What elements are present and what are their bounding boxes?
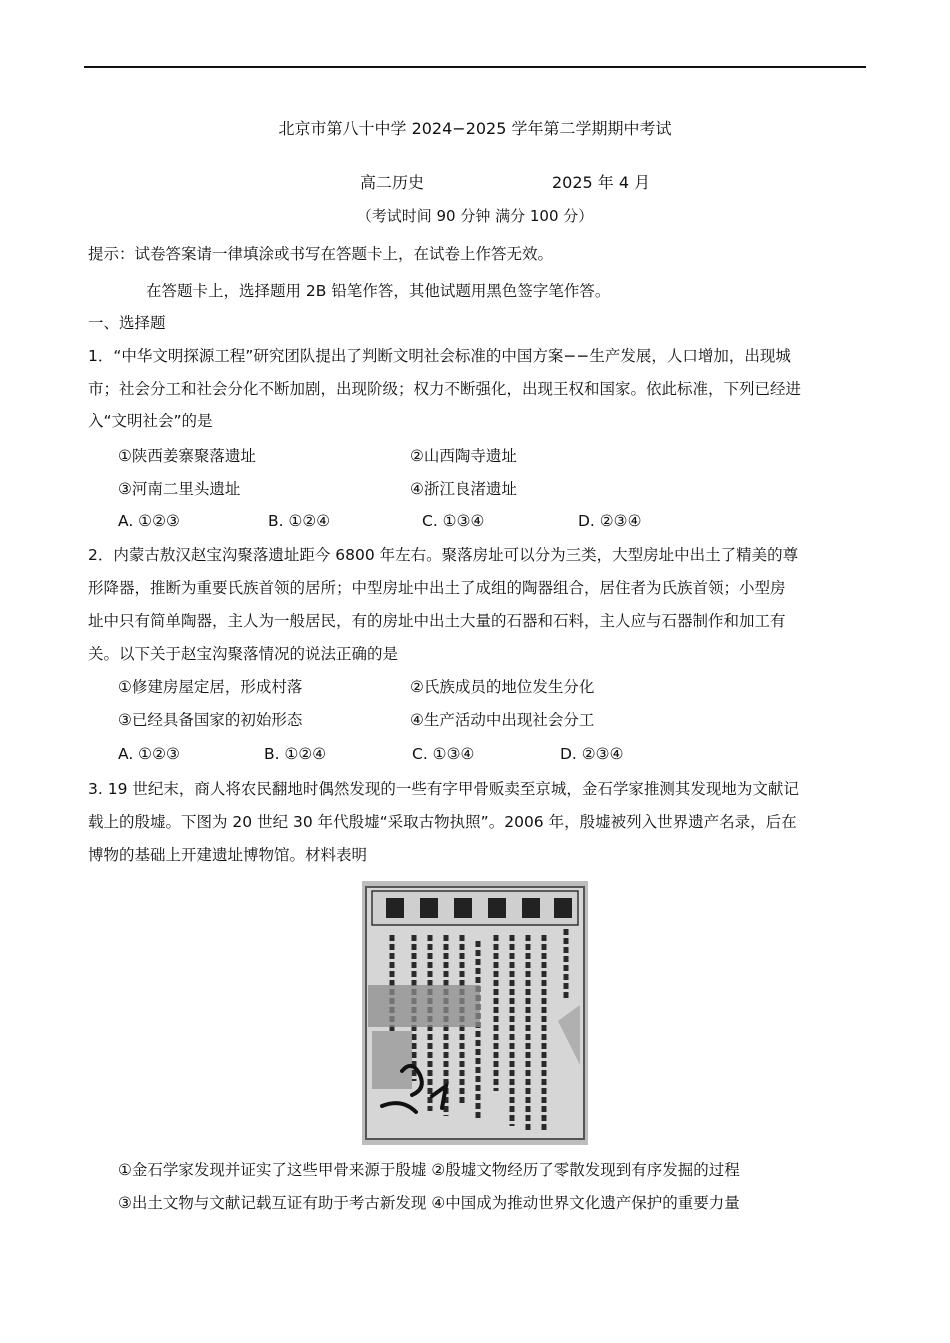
q1-choice-b: B. ①②④ (268, 512, 331, 530)
q3-line: 载上的殷墟。下图为 20 世纪 30 年代殷墟“采取古物执照”。2006 年，殷墟被列入世界遗产名录，后在 (88, 813, 797, 831)
q1-line: 入“文明社会”的是 (88, 412, 213, 430)
q1-item: ③河南二里头遗址 (118, 480, 241, 498)
q2-choice-d: D. ②③④ (560, 745, 624, 763)
exam-subject: 高二历史 (360, 173, 425, 192)
q3-item: ③出土文物与文献记载互证有助于考古新发现 ④中国成为推动世界文化遗产保护的重要力量 (118, 1194, 740, 1212)
q2-item: ①修建房屋定居，形成村落 (118, 678, 303, 696)
exam-date: 2025 年 4 月 (552, 173, 651, 192)
q2-line: 2．内蒙古敖汉赵宝沟聚落遗址距今 6800 年左右。聚落房址可以分为三类，大型房址中出土了精美的尊 (88, 546, 799, 564)
q2-item: ②氏族成员的地位发生分化 (410, 678, 595, 696)
exam-time-note: （考试时间 90 分钟 满分 100 分） (356, 207, 594, 225)
q3-line: 博物的基础上开建遗址博物馆。材料表明 (88, 846, 368, 864)
q2-line: 关。以下关于赵宝沟聚落情况的说法正确的是 (88, 645, 399, 663)
q1-line: 市；社会分工和社会分化不断加剧，出现阶级；权力不断强化，出现王权和国家。依此标准，下列已经进 (88, 380, 802, 398)
q2-line: 址中只有简单陶器，主人为一般居民，有的房址中出土大量的石器和石料，主人应与石器制作和加工有 (88, 612, 786, 630)
q2-line: 形降器，推断为重要氏族首领的居所；中型房址中出土了成组的陶器组合，居住者为氏族首领；小型房 (88, 579, 786, 597)
q2-item: ④生产活动中出现社会分工 (410, 711, 595, 729)
section-title: 一、选择题 (88, 314, 166, 332)
q1-item: ④浙江良渚遗址 (410, 480, 517, 498)
exam-title: 北京市第八十中学 2024−2025 学年第二学期期中考试 (278, 119, 672, 138)
q1-choice-c: C. ①③④ (422, 512, 485, 530)
header-rule (84, 66, 866, 68)
q1-item: ①陕西姜寨聚落遗址 (118, 447, 256, 465)
q1-item: ②山西陶寺遗址 (410, 447, 517, 465)
q2-choice-b: B. ①②④ (264, 745, 327, 763)
antiquities-permit-photo (362, 881, 588, 1145)
q3-item: ①金石学家发现并证实了这些甲骨来源于殷墟 ②殷墟文物经历了零散发现到有序发掘的过程 (118, 1161, 740, 1179)
q3-line: 3. 19 世纪末，商人将农民翻地时偶然发现的一些有字甲骨贩卖至京城，金石学家推测其发现地为文献记 (88, 780, 799, 798)
q1-choice-a: A. ①②③ (118, 512, 180, 530)
q1-line: 1．“中华文明探源工程”研究团队提出了判断文明社会标准的中国方案−−生产发展，人口增加，出现城 (88, 347, 791, 365)
tip-line-1: 提示：试卷答案请一律填涂或书写在答题卡上，在试卷上作答无效。 (88, 245, 554, 263)
q2-choice-a: A. ①②③ (118, 745, 180, 763)
q2-choice-c: C. ①③④ (412, 745, 475, 763)
tip-line-2: 在答题卡上，选择题用 2B 铅笔作答，其他试题用黑色签字笔作答。 (146, 282, 611, 300)
q1-choice-d: D. ②③④ (578, 512, 642, 530)
q2-item: ③已经具备国家的初始形态 (118, 711, 303, 729)
